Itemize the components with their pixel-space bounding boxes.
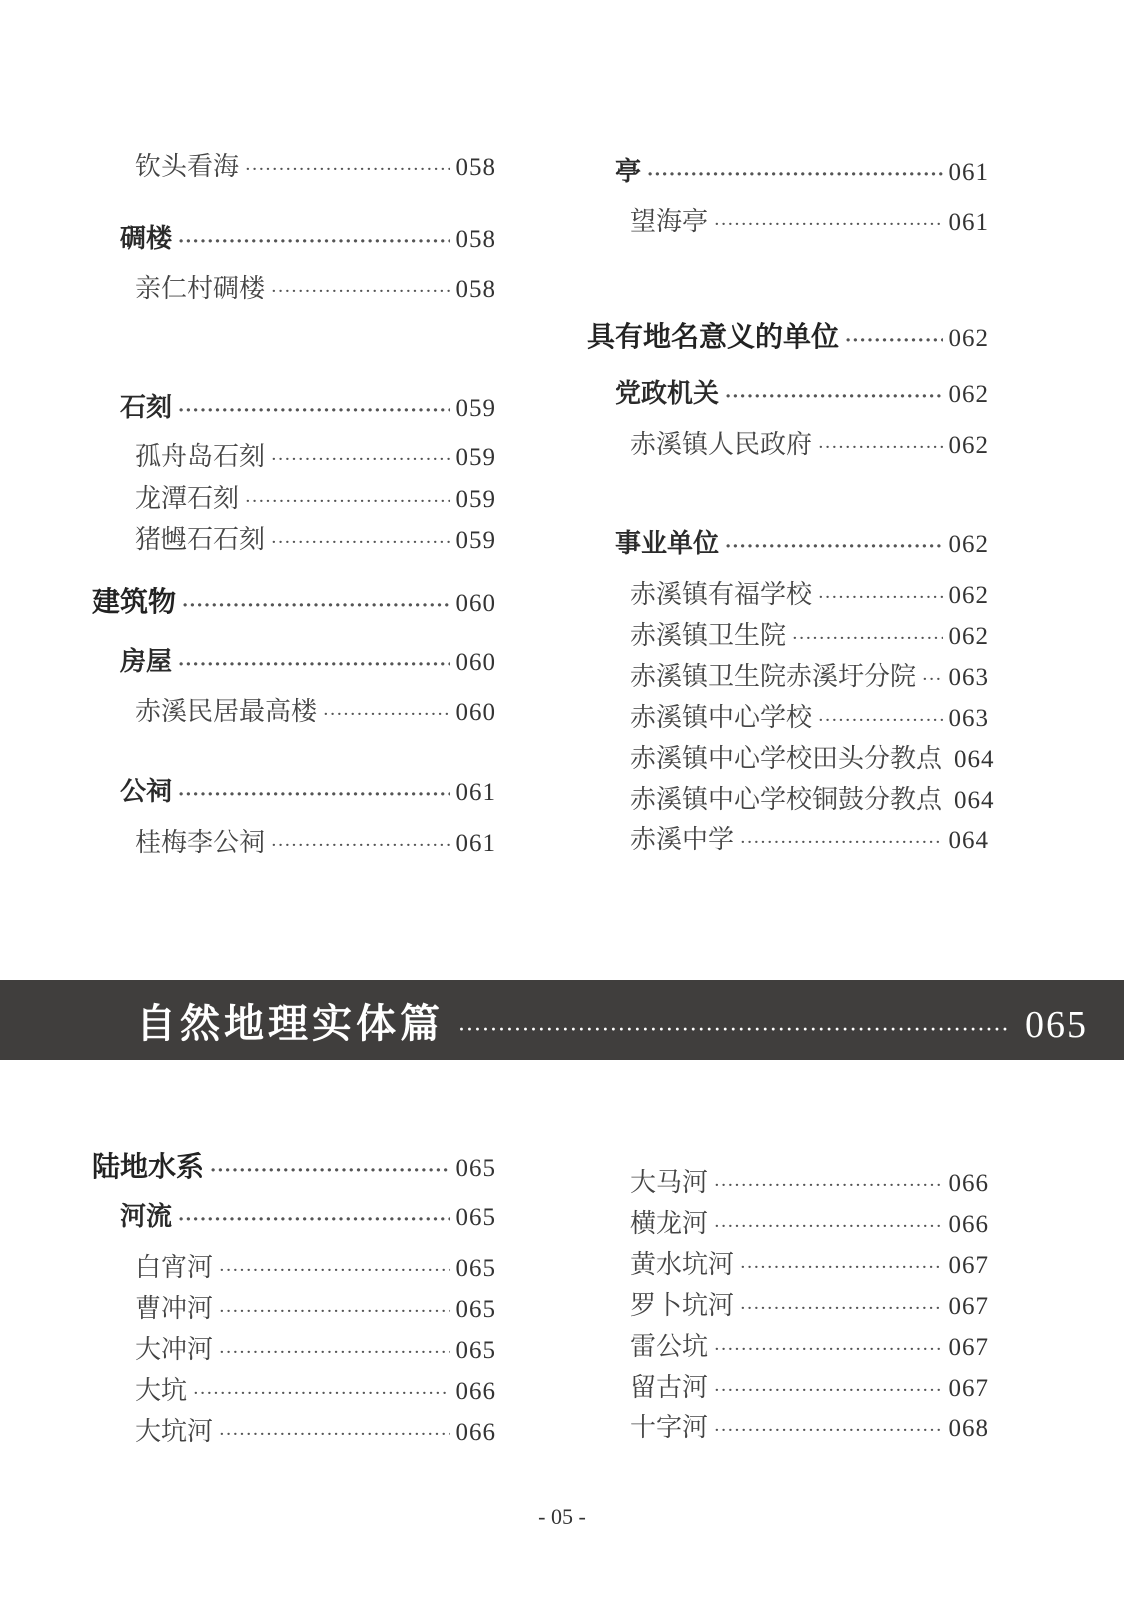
- dot-leader: [792, 628, 942, 649]
- toc-entry-page: 062: [948, 582, 989, 609]
- toc-entry[interactable]: [630, 1203, 989, 1240]
- toc-entry-page: 067: [948, 1334, 989, 1361]
- toc-entry[interactable]: [135, 822, 496, 859]
- toc-entry-page: 065: [455, 1337, 496, 1364]
- toc-entry[interactable]: [135, 268, 496, 305]
- toc-entry[interactable]: [120, 771, 496, 808]
- toc-entry-page: 067: [948, 1252, 989, 1279]
- toc-entry[interactable]: [587, 315, 989, 355]
- toc-entry-page: 062: [948, 623, 989, 650]
- toc-entry[interactable]: [630, 738, 995, 775]
- dot-leader: [178, 784, 449, 805]
- dot-leader: [740, 1257, 942, 1278]
- toc-entry[interactable]: [135, 146, 496, 183]
- toc-entry-title: 具有地名意义的单位: [587, 320, 840, 353]
- toc-entry-page: 058: [455, 276, 496, 303]
- toc-entry-title: 石刻: [120, 393, 173, 423]
- toc-entry-page: 060: [455, 699, 496, 726]
- toc-entry-page: 062: [948, 531, 989, 558]
- toc-entry-page: 061: [455, 830, 496, 857]
- toc-entry-title: 赤溪镇卫生院赤溪圩分院: [630, 662, 917, 692]
- toc-entry-title: 白宵河: [135, 1253, 214, 1283]
- dot-leader: [714, 1339, 942, 1360]
- dot-leader: [818, 587, 942, 608]
- toc-entry-page: 066: [455, 1419, 496, 1446]
- toc-entry[interactable]: [615, 151, 989, 188]
- dot-leader: [245, 491, 449, 512]
- dot-leader: [271, 281, 449, 302]
- toc-entry-title: 大坑河: [135, 1417, 214, 1447]
- toc-entry-page: 059: [455, 395, 496, 422]
- toc-entry-title: 十字河: [630, 1413, 709, 1443]
- toc-entry-page: 065: [455, 1204, 496, 1231]
- toc-entry[interactable]: [630, 697, 989, 734]
- toc-entry-title: 黄水坑河: [630, 1250, 735, 1280]
- toc-entry[interactable]: [630, 574, 989, 611]
- toc-entry-title: 雷公坑: [630, 1332, 709, 1362]
- toc-entry[interactable]: [630, 1367, 989, 1404]
- toc-entry-title: 赤溪镇中心学校: [630, 703, 813, 733]
- toc-entry-page: 061: [948, 209, 989, 236]
- dot-leader: [740, 1298, 942, 1319]
- section-banner-entry[interactable]: [136, 992, 1088, 1049]
- dot-leader: [725, 386, 942, 407]
- dot-leader: [714, 1420, 942, 1441]
- dot-leader: [818, 437, 942, 458]
- toc-entry-title: 公祠: [120, 777, 173, 807]
- toc-entry-page: 058: [455, 226, 496, 253]
- toc-entry-page: 061: [455, 779, 496, 806]
- dot-leader: [818, 710, 942, 731]
- toc-entry[interactable]: [135, 1411, 496, 1448]
- dot-leader: [647, 164, 942, 185]
- toc-entry-page: 062: [948, 432, 989, 459]
- toc-entry[interactable]: [120, 218, 496, 255]
- section-banner: [0, 980, 1124, 1060]
- dot-leader: [725, 536, 942, 557]
- toc-entry[interactable]: [630, 615, 989, 652]
- dot-leader: [271, 532, 449, 553]
- dot-leader: [714, 1380, 942, 1401]
- dot-leader: [714, 1175, 942, 1196]
- toc-entry-page: 067: [948, 1293, 989, 1320]
- toc-entry-title: 留古河: [630, 1373, 709, 1403]
- dot-leader: [219, 1260, 449, 1281]
- dot-leader: [178, 400, 449, 421]
- section-page: 065: [1025, 1004, 1088, 1046]
- toc-entry-title: 河流: [120, 1202, 173, 1232]
- toc-entry-title: 孤舟岛石刻: [135, 442, 266, 472]
- toc-entry-page: 065: [455, 1255, 496, 1282]
- dot-leader: [271, 449, 449, 470]
- toc-entry[interactable]: [92, 580, 496, 620]
- dot-leader: [271, 835, 449, 856]
- dot-leader: [219, 1424, 449, 1445]
- toc-entry-title: 事业单位: [615, 529, 720, 559]
- dot-leader: [193, 1383, 449, 1404]
- dot-leader: [219, 1342, 449, 1363]
- toc-entry[interactable]: [135, 1288, 496, 1325]
- toc-entry-title: 碉楼: [120, 224, 173, 254]
- toc-entry-page: 066: [455, 1378, 496, 1405]
- toc-entry[interactable]: [630, 201, 989, 238]
- toc-entry[interactable]: [135, 519, 496, 556]
- toc-entry-title: 龙潭石刻: [135, 484, 240, 514]
- toc-entry-title: 房屋: [120, 647, 173, 677]
- toc-entry[interactable]: [630, 1326, 989, 1363]
- toc-entry-title: 横龙河: [630, 1209, 709, 1239]
- toc-entry-page: 067: [948, 1375, 989, 1402]
- toc-entry[interactable]: [630, 1244, 989, 1281]
- section-title: 自然地理实体篇: [136, 1000, 444, 1047]
- dot-leader: [178, 1209, 449, 1230]
- toc-entry-page: 062: [948, 325, 989, 352]
- toc-entry-page: 065: [455, 1296, 496, 1323]
- toc-entry[interactable]: [630, 1407, 989, 1444]
- toc-entry-page: 060: [455, 590, 496, 617]
- toc-entry-page: 063: [948, 705, 989, 732]
- toc-entry-page: 066: [948, 1211, 989, 1238]
- toc-entry-title: 望海亭: [630, 207, 709, 237]
- dot-leader: [845, 330, 942, 351]
- toc-entry-title: 大冲河: [135, 1335, 214, 1365]
- toc-entry-title: 赤溪镇卫生院: [630, 621, 787, 651]
- toc-entry-page: 062: [948, 381, 989, 408]
- toc-entry[interactable]: [135, 436, 496, 473]
- dot-leader: [178, 654, 449, 675]
- toc-entry-title: 赤溪中学: [630, 825, 735, 855]
- toc-entry[interactable]: [135, 1370, 496, 1407]
- toc-entry[interactable]: [135, 478, 496, 515]
- dot-leader: [922, 669, 942, 690]
- toc-entry[interactable]: [120, 387, 496, 424]
- toc-entry-title: 猪乸石石刻: [135, 525, 266, 555]
- toc-entry-title: 亭: [615, 157, 642, 187]
- dot-leader: [182, 595, 449, 616]
- toc-entry-title: 陆地水系: [92, 1150, 205, 1183]
- toc-entry-title: 曹冲河: [135, 1294, 214, 1324]
- toc-entry-title: 赤溪镇中心学校田头分教点: [630, 744, 943, 774]
- toc-entry-page: 064: [954, 787, 995, 814]
- toc-entry[interactable]: [135, 1247, 496, 1284]
- toc-entry-title: 大坑: [135, 1376, 188, 1406]
- toc-entry[interactable]: [630, 656, 989, 693]
- toc-entry-page: 063: [948, 664, 989, 691]
- toc-entry[interactable]: [630, 1162, 989, 1199]
- toc-entry-title: 钦头看海: [135, 152, 240, 182]
- toc-entry-page: 065: [455, 1155, 496, 1182]
- toc-entry-page: 060: [455, 649, 496, 676]
- toc-entry[interactable]: [120, 1196, 496, 1233]
- toc-entry-page: 068: [948, 1415, 989, 1442]
- toc-entry-title: 大马河: [630, 1168, 709, 1198]
- dot-leader: [219, 1301, 449, 1322]
- dot-leader: [323, 704, 449, 725]
- toc-entry-page: 059: [455, 486, 496, 513]
- toc-entry-page: 059: [455, 444, 496, 471]
- toc-entry[interactable]: [135, 691, 496, 728]
- toc-entry-title: 赤溪镇有福学校: [630, 580, 813, 610]
- toc-entry-title: 赤溪镇中心学校铜鼓分教点: [630, 785, 943, 815]
- dot-leader: [210, 1160, 449, 1181]
- dot-leader: [714, 214, 942, 235]
- toc-entry-title: 建筑物: [92, 585, 177, 618]
- toc-entry-title: 罗卜坑河: [630, 1291, 735, 1321]
- toc-entry[interactable]: [630, 819, 989, 856]
- toc-entry[interactable]: [92, 1145, 496, 1185]
- dot-leader: [178, 231, 449, 252]
- dot-leader: [458, 1018, 1011, 1043]
- toc-entry[interactable]: [630, 1285, 989, 1322]
- toc-entry[interactable]: [615, 523, 989, 560]
- dot-leader: [740, 832, 942, 853]
- toc-entry-page: 058: [455, 154, 496, 181]
- page-number: - 05 -: [538, 1504, 586, 1529]
- toc-entry-title: 赤溪民居最高楼: [135, 697, 318, 727]
- toc-entry-page: 061: [948, 159, 989, 186]
- toc-entry-title: 桂梅李公祠: [135, 828, 266, 858]
- toc-entry[interactable]: [120, 641, 496, 678]
- toc-entry-title: 亲仁村碉楼: [135, 274, 266, 304]
- toc-entry-page: 066: [948, 1170, 989, 1197]
- toc-entry-page: 059: [455, 527, 496, 554]
- toc-entry-title: 赤溪镇人民政府: [630, 430, 813, 460]
- toc-entry-page: 064: [954, 746, 995, 773]
- toc-entry[interactable]: [135, 1329, 496, 1366]
- toc-entry-title: 党政机关: [615, 379, 720, 409]
- dot-leader: [245, 159, 449, 180]
- toc-entry[interactable]: [630, 779, 995, 816]
- dot-leader: [714, 1216, 942, 1237]
- toc-entry[interactable]: [615, 373, 989, 410]
- toc-entry[interactable]: [630, 424, 989, 461]
- toc-entry-page: 064: [948, 827, 989, 854]
